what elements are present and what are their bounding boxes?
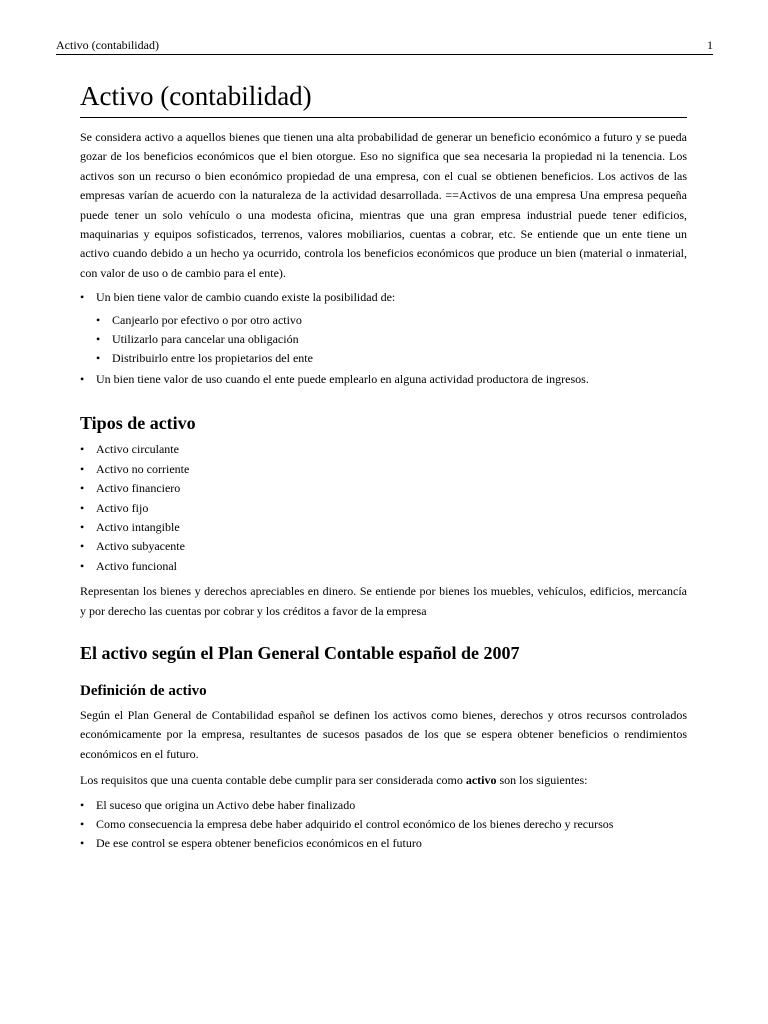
list-item: [80, 499, 687, 518]
list-item-text: El suceso que origina un Activo debe haber finalizado: [96, 797, 356, 812]
bullet-marker: •: [80, 500, 85, 515]
requirements-bold-term: activo: [465, 773, 497, 788]
list-item: [96, 330, 687, 349]
list-item: [80, 460, 687, 479]
requirements-list: [80, 796, 687, 854]
requirements-paragraph: [80, 771, 687, 790]
exchange-sublist: [96, 311, 687, 369]
list-item-text: Canjearlo por efectivo o por otro activo: [112, 312, 302, 327]
list-item-text: Activo no corriente: [96, 461, 190, 476]
bullet-marker: •: [80, 481, 85, 496]
tipos-paragraph: Representan los bienes y derechos apreciables en dinero. Se entiende por bienes los muebles, vehículos, edificios, mercancía y por derecho las cuentas por cobrar y los créditos a favor de la empresa: [80, 584, 687, 618]
value-list: [80, 288, 687, 307]
page-number: 1: [707, 38, 713, 52]
list-item-text: Distribuirlo entre los propietarios del ente: [112, 351, 313, 366]
bullet-marker: •: [80, 371, 85, 386]
list-item: [80, 815, 687, 834]
list-item-text: Activo circulante: [96, 442, 179, 457]
bullet-marker: •: [80, 519, 85, 534]
bullet-marker: •: [80, 558, 85, 573]
list-item-text: Activo subyacente: [96, 539, 185, 554]
section-heading-plan: El activo según el Plan General Contable español de 2007: [80, 642, 520, 663]
list-item: [80, 537, 687, 556]
list-item-text: Activo fijo: [96, 500, 149, 515]
bullet-marker: •: [80, 442, 85, 457]
list-item-text: Como consecuencia la empresa debe haber adquirido el control económico de los bienes derecho y recursos: [96, 816, 614, 831]
list-item: [96, 349, 687, 368]
bullet-marker: •: [80, 816, 85, 831]
list-item: [80, 834, 687, 853]
list-item: [80, 796, 687, 815]
article-body: [80, 80, 687, 854]
list-item: [80, 518, 687, 537]
page-title: Activo (contabilidad): [80, 80, 687, 118]
bullet-marker: •: [80, 836, 85, 851]
bullet-marker: •: [80, 290, 85, 305]
list-item: [80, 479, 687, 498]
bullet-marker: •: [80, 461, 85, 476]
tipos-list: [80, 440, 687, 576]
bullet-marker: •: [80, 797, 85, 812]
intro-paragraph: Se considera activo a aquellos bienes que tienen una alta probabilidad de generar un beneficio económico a futuro y se pueda gozar de los beneficios económicos que el bien otorgue. Eso no significa que sea necesaria la propiedad ni la tenencia. Los activos son un recurso o bien económico propiedad de una empresa, con el cual se obtienen beneficios. Los activos de las empresas varían de acuerdo con la naturaleza de la actividad desarrollada. ==Activos de una empresa Una empresa pequeña puede tener un solo vehículo o una modesta oficina, mientras que una gran empresa industrial puede tener edificios, maquinarias y equipos sofisticados, terrenos, valores mobiliarios, cuentas a cobrar, etc. Se entiende que un ente tiene un activo cuando debido a un hecho ya ocurrido, controla los beneficios económicos que produce un bien (material o inmaterial, con valor de uso o de cambio para el ente).: [80, 130, 687, 280]
list-item-text: De ese control se espera obtener beneficios económicos en el futuro: [96, 836, 422, 851]
list-item-text: Activo funcional: [96, 558, 177, 573]
list-item-text: Un bien tiene valor de cambio cuando existe la posibilidad de:: [96, 290, 396, 305]
bullet-marker: •: [96, 332, 101, 347]
bullet-marker: •: [80, 539, 85, 554]
definition-paragraph: Según el Plan General de Contabilidad español se definen los activos como bienes, derechos y otros recursos controlados económicamente por la empresa, resultantes de sucesos pasados de los que se espera obtener beneficios o rendimientos económicos en el futuro.: [80, 707, 687, 761]
list-item: [96, 311, 687, 330]
list-item: [80, 370, 687, 389]
running-header: [56, 37, 713, 55]
running-title: Activo (contabilidad): [56, 38, 159, 52]
list-item-text: Activo financiero: [96, 481, 181, 496]
section-heading-tipos: Tipos de activo: [80, 413, 196, 434]
requirements-text-before: Los requisitos que una cuenta contable debe cumplir para ser considerada como: [80, 773, 466, 788]
list-item-text: Un bien tiene valor de uso cuando el ente puede emplearlo en alguna actividad productora de ingresos.: [96, 371, 589, 386]
requirements-text-after: son los siguientes:: [496, 773, 588, 788]
list-item: [80, 557, 687, 576]
list-item-text: Activo intangible: [96, 519, 180, 534]
value-list-continued: [80, 370, 687, 389]
bullet-marker: •: [96, 312, 101, 327]
list-item-text: Utilizarlo para cancelar una obligación: [112, 332, 299, 347]
list-item: [80, 288, 687, 307]
subsection-heading-definicion: Definición de activo: [80, 682, 207, 699]
bullet-marker: •: [96, 351, 101, 366]
list-item: [80, 440, 687, 459]
